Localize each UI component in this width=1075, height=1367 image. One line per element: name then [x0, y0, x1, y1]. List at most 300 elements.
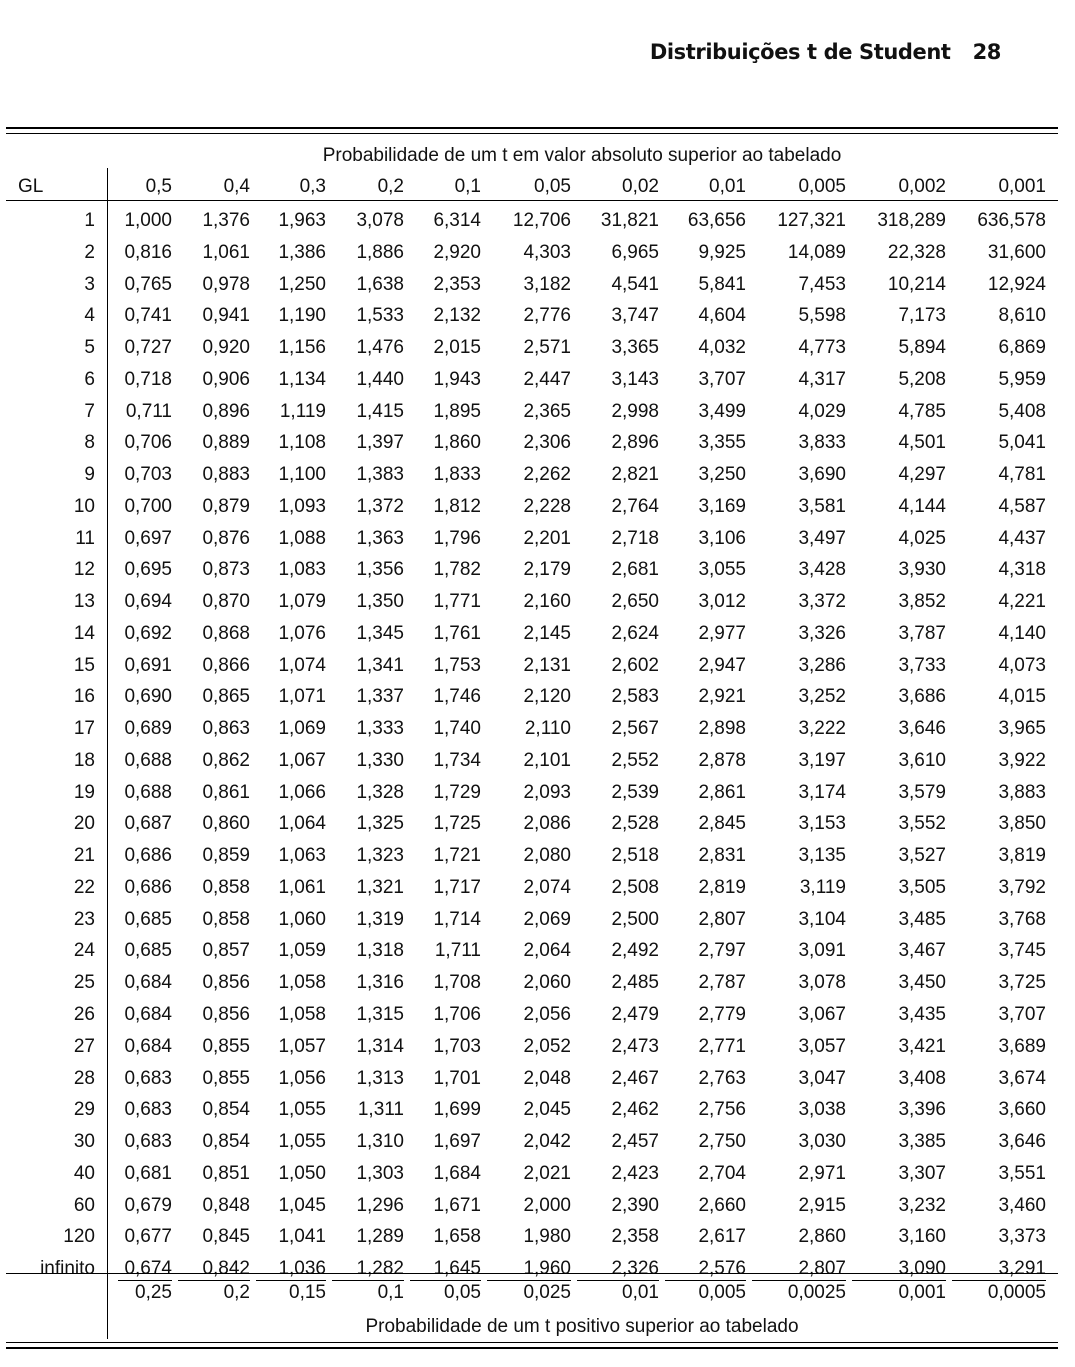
table-cell: 3,078	[356, 210, 404, 231]
table-cell: 2,326	[611, 1258, 659, 1279]
table-cell: 0,861	[202, 782, 250, 803]
table-cell: 2,821	[611, 464, 659, 485]
table-cell: 2,086	[523, 813, 571, 834]
body-bottom-rule	[6, 1273, 1058, 1274]
table-cell: 5,841	[698, 274, 746, 295]
table-cell: 3,579	[898, 782, 946, 803]
table-cell: 1,066	[278, 782, 326, 803]
table-cell: 1,372	[356, 496, 404, 517]
footer-one-tailed-prob: 0,2	[223, 1282, 250, 1303]
table-cell: 3,143	[611, 369, 659, 390]
table-cell: 1,350	[356, 591, 404, 612]
table-cell: 1,311	[357, 1099, 404, 1120]
table-cell: 1,363	[356, 528, 404, 549]
table-cell: 3,326	[798, 623, 846, 644]
cell-underline	[952, 1280, 1046, 1281]
table-bottom-rule-inner	[6, 1342, 1058, 1343]
table-cell: 2,132	[433, 305, 481, 326]
cell-underline	[487, 1280, 571, 1281]
table-cell: 3,850	[998, 813, 1046, 834]
cell-underline	[178, 1280, 250, 1281]
table-cell: 1,050	[278, 1163, 326, 1184]
table-cell: 1,963	[278, 210, 326, 231]
gl-cell: 11	[75, 528, 95, 549]
table-cell: 3,385	[898, 1131, 946, 1152]
header-rule	[6, 200, 1058, 201]
footer-one-tailed-prob: 0,0005	[987, 1282, 1046, 1303]
table-cell: 3,552	[898, 813, 946, 834]
table-cell: 3,104	[798, 909, 846, 930]
table-cell: 2,947	[698, 655, 746, 676]
table-cell: 0,941	[202, 305, 250, 326]
table-cell: 2,052	[523, 1036, 571, 1057]
table-cell: 2,660	[698, 1195, 746, 1216]
table-cell: 0,876	[202, 528, 250, 549]
table-cell: 1,771	[433, 591, 481, 612]
gl-cell: 7	[84, 401, 95, 422]
table-cell: 2,365	[523, 401, 571, 422]
table-cell: 0,711	[125, 401, 172, 422]
table-cell: 1,313	[356, 1068, 404, 1089]
footer-one-tailed-prob: 0,025	[523, 1282, 571, 1303]
table-cell: 0,684	[124, 1004, 172, 1025]
gl-cell: 29	[73, 1099, 95, 1120]
table-cell: 1,711	[434, 940, 481, 961]
table-cell: 3,497	[798, 528, 846, 549]
table-cell: 3,047	[798, 1068, 846, 1089]
cell-underline	[410, 1280, 481, 1281]
table-cell: 3,610	[898, 750, 946, 771]
table-cell: 2,819	[698, 877, 746, 898]
table-cell: 2,228	[523, 496, 571, 517]
table-cell: 4,015	[998, 686, 1046, 707]
table-cell: 3,747	[611, 305, 659, 326]
table-cell: 0,703	[124, 464, 172, 485]
table-cell: 2,179	[523, 559, 571, 580]
gl-cell: 17	[73, 718, 95, 739]
table-cell: 2,624	[611, 623, 659, 644]
table-cell: 0,858	[202, 877, 250, 898]
table-cell: 4,029	[798, 401, 846, 422]
gl-cell: 6	[84, 369, 95, 390]
table-cell: 0,687	[124, 813, 172, 834]
table-cell: 0,686	[124, 877, 172, 898]
table-cell: 6,314	[433, 210, 481, 231]
table-cell: 0,873	[202, 559, 250, 580]
table-cell: 3,365	[611, 337, 659, 358]
table-cell: 1,323	[356, 845, 404, 866]
table-cell: 3,055	[698, 559, 746, 580]
table-cell: 3,078	[798, 972, 846, 993]
table-cell: 4,437	[998, 528, 1046, 549]
table-cell: 0,679	[124, 1195, 172, 1216]
page-number: 28	[972, 40, 1001, 64]
table-cell: 0,741	[124, 305, 172, 326]
table-cell: 1,721	[433, 845, 481, 866]
table-cell: 1,083	[278, 559, 326, 580]
table-cell: 2,306	[523, 432, 571, 453]
table-cell: 3,819	[998, 845, 1046, 866]
page-header	[650, 40, 1001, 64]
table-cell: 1,069	[278, 718, 326, 739]
cell-underline	[332, 1280, 404, 1281]
table-cell: 1,706	[433, 1004, 481, 1025]
gl-cell: 40	[73, 1163, 95, 1184]
gl-cell: 10	[73, 496, 95, 517]
table-cell: 22,328	[887, 242, 946, 263]
gl-cell: 120	[63, 1226, 95, 1247]
header-two-tailed-prob: 0,01	[709, 176, 746, 197]
table-cell: 2,915	[798, 1195, 846, 1216]
table-cell: 2,718	[611, 528, 659, 549]
table-cell: 2,060	[523, 972, 571, 993]
header-two-tailed-prob: 0,002	[898, 176, 946, 197]
table-cell: 1,036	[278, 1258, 326, 1279]
gl-cell: 2	[84, 242, 95, 263]
table-cell: 3,646	[898, 718, 946, 739]
table-cell: 2,485	[611, 972, 659, 993]
gl-cell: 19	[73, 782, 95, 803]
table-cell: 2,120	[523, 686, 571, 707]
table-cell: 1,476	[356, 337, 404, 358]
table-cell: 1,156	[278, 337, 326, 358]
table-cell: 0,879	[202, 496, 250, 517]
table-cell: 2,390	[611, 1195, 659, 1216]
table-cell: 2,807	[798, 1258, 846, 1279]
table-cell: 2,021	[523, 1163, 571, 1184]
gl-header: GL	[18, 176, 44, 197]
table-cell: 0,842	[202, 1258, 250, 1279]
table-cell: 2,500	[611, 909, 659, 930]
table-cell: 0,686	[124, 845, 172, 866]
table-cell: 2,776	[523, 305, 571, 326]
cell-underline	[118, 1280, 172, 1281]
table-cell: 0,697	[124, 528, 172, 549]
table-cell: 3,291	[998, 1258, 1046, 1279]
table-cell: 1,943	[433, 369, 481, 390]
table-cell: 10,214	[887, 274, 946, 295]
table-cell: 1,045	[278, 1195, 326, 1216]
table-cell: 0,690	[124, 686, 172, 707]
table-cell: 3,396	[898, 1099, 946, 1120]
bottom-caption: Probabilidade de um t positivo superior ao tabelado	[365, 1316, 799, 1337]
table-cell: 2,845	[698, 813, 746, 834]
table-cell: 0,692	[124, 623, 172, 644]
table-cell: 2,074	[523, 877, 571, 898]
table-cell: 3,160	[898, 1226, 946, 1247]
table-cell: 3,833	[798, 432, 846, 453]
table-cell: 9,925	[698, 242, 746, 263]
header-two-tailed-prob: 0,05	[534, 176, 571, 197]
table-cell: 1,108	[278, 432, 326, 453]
table-cell: 1,440	[356, 369, 404, 390]
table-cell: 0,688	[124, 782, 172, 803]
table-cell: 318,289	[877, 210, 946, 231]
table-cell: 2,552	[611, 750, 659, 771]
table-cell: 1,064	[278, 813, 326, 834]
table-cell: 0,718	[124, 369, 172, 390]
table-cell: 4,781	[998, 464, 1046, 485]
table-cell: 3,091	[798, 940, 846, 961]
table-cell: 1,041	[278, 1226, 326, 1247]
table-cell: 1,000	[124, 210, 172, 231]
table-cell: 1,671	[433, 1195, 481, 1216]
table-cell: 3,965	[998, 718, 1046, 739]
table-cell: 3,373	[998, 1226, 1046, 1247]
table-top-rule-inner	[6, 133, 1058, 134]
cell-underline	[256, 1280, 326, 1281]
table-cell: 1,699	[433, 1099, 481, 1120]
table-cell: 1,729	[433, 782, 481, 803]
table-cell: 2,704	[698, 1163, 746, 1184]
table-cell: 2,160	[523, 591, 571, 612]
table-cell: 2,457	[611, 1131, 659, 1152]
table-cell: 2,750	[698, 1131, 746, 1152]
table-cell: 1,833	[433, 464, 481, 485]
table-cell: 2,763	[698, 1068, 746, 1089]
table-cell: 3,012	[698, 591, 746, 612]
table-cell: 0,684	[124, 972, 172, 993]
table-cell: 1,415	[356, 401, 404, 422]
gl-cell: 21	[73, 845, 95, 866]
table-cell: 14,089	[787, 242, 846, 263]
header-two-tailed-prob: 0,02	[622, 176, 659, 197]
table-cell: 3,307	[898, 1163, 946, 1184]
gl-cell: 8	[84, 432, 95, 453]
table-cell: 2,576	[698, 1258, 746, 1279]
cell-underline	[577, 1280, 659, 1281]
table-cell: 1,310	[356, 1131, 404, 1152]
gl-cell: 3	[84, 274, 95, 295]
table-cell: 2,423	[611, 1163, 659, 1184]
table-cell: 2,602	[611, 655, 659, 676]
table-cell: 1,057	[278, 1036, 326, 1057]
table-cell: 31,821	[600, 210, 659, 231]
table-cell: 2,093	[523, 782, 571, 803]
table-cell: 3,174	[798, 782, 846, 803]
table-cell: 0,860	[202, 813, 250, 834]
table-cell: 1,060	[278, 909, 326, 930]
header-two-tailed-prob: 0,2	[377, 176, 404, 197]
table-cell: 3,768	[998, 909, 1046, 930]
table-cell: 2,807	[698, 909, 746, 930]
table-cell: 1,058	[278, 1004, 326, 1025]
table-cell: 4,297	[898, 464, 946, 485]
gl-cell: 28	[73, 1068, 95, 1089]
footer-one-tailed-prob: 0,05	[444, 1282, 481, 1303]
table-cell: 3,745	[998, 940, 1046, 961]
table-cell: 3,505	[898, 877, 946, 898]
table-cell: 3,460	[998, 1195, 1046, 1216]
table-cell: 4,541	[611, 274, 659, 295]
table-cell: 0,883	[202, 464, 250, 485]
footer-one-tailed-prob: 0,001	[898, 1282, 946, 1303]
table-cell: 2,977	[698, 623, 746, 644]
table-cell: 1,328	[356, 782, 404, 803]
table-cell: 2,921	[698, 686, 746, 707]
gl-cell: 16	[73, 686, 95, 707]
table-cell: 0,727	[124, 337, 172, 358]
table-cell: 3,551	[998, 1163, 1046, 1184]
table-cell: 0,906	[202, 369, 250, 390]
cell-underline	[752, 1280, 846, 1281]
table-cell: 2,080	[523, 845, 571, 866]
table-cell: 1,782	[433, 559, 481, 580]
table-cell: 5,959	[998, 369, 1046, 390]
table-cell: 0,868	[202, 623, 250, 644]
gl-cell: 15	[73, 655, 95, 676]
table-cell: 3,787	[898, 623, 946, 644]
table-cell: 3,135	[798, 845, 846, 866]
table-cell: 0,896	[202, 401, 250, 422]
table-cell: 1,061	[278, 877, 326, 898]
table-cell: 0,870	[202, 591, 250, 612]
table-cell: 2,353	[433, 274, 481, 295]
table-cell: 2,462	[611, 1099, 659, 1120]
table-cell: 3,355	[698, 432, 746, 453]
table-cell: 0,683	[124, 1099, 172, 1120]
table-cell: 3,428	[798, 559, 846, 580]
table-cell: 2,479	[611, 1004, 659, 1025]
table-cell: 2,528	[611, 813, 659, 834]
table-cell: 3,646	[998, 1131, 1046, 1152]
table-cell: 5,408	[998, 401, 1046, 422]
table-cell: 3,883	[998, 782, 1046, 803]
table-cell: 3,689	[998, 1036, 1046, 1057]
table-cell: 0,845	[202, 1226, 250, 1247]
top-caption: Probabilidade de um t em valor absoluto superior ao tabelado	[322, 145, 842, 166]
table-cell: 0,865	[202, 686, 250, 707]
table-cell: 2,262	[523, 464, 571, 485]
table-cell: 2,583	[611, 686, 659, 707]
table-cell: 3,067	[798, 1004, 846, 1025]
table-cell: 0,862	[202, 750, 250, 771]
footer-one-tailed-prob: 0,005	[698, 1282, 746, 1303]
header-two-tailed-prob: 0,4	[223, 176, 250, 197]
table-cell: 1,303	[356, 1163, 404, 1184]
table-cell: 3,527	[898, 845, 946, 866]
table-cell: 0,765	[124, 274, 172, 295]
table-cell: 1,093	[278, 496, 326, 517]
table-cell: 127,321	[777, 210, 846, 231]
table-cell: 1,119	[279, 401, 326, 422]
table-cell: 4,317	[798, 369, 846, 390]
table-cell: 1,697	[433, 1131, 481, 1152]
cell-underline	[665, 1280, 746, 1281]
table-cell: 4,140	[998, 623, 1046, 644]
table-cell: 2,131	[523, 655, 571, 676]
table-cell: 1,296	[356, 1195, 404, 1216]
table-cell: 4,501	[898, 432, 946, 453]
table-cell: 0,854	[202, 1131, 250, 1152]
table-bottom-rule	[6, 1347, 1058, 1349]
table-cell: 1,796	[433, 528, 481, 549]
table-cell: 1,886	[356, 242, 404, 263]
table-cell: 0,677	[124, 1226, 172, 1247]
table-cell: 2,650	[611, 591, 659, 612]
gl-cell: 22	[73, 877, 95, 898]
table-cell: 0,857	[202, 940, 250, 961]
table-cell: 3,485	[898, 909, 946, 930]
table-cell: 1,325	[356, 813, 404, 834]
table-cell: 6,965	[611, 242, 659, 263]
table-cell: 1,701	[433, 1068, 481, 1089]
table-cell: 1,333	[356, 718, 404, 739]
table-cell: 3,922	[998, 750, 1046, 771]
table-cell: 3,119	[799, 877, 846, 898]
table-cell: 4,587	[998, 496, 1046, 517]
table-cell: 1,980	[523, 1226, 571, 1247]
table-cell: 0,920	[202, 337, 250, 358]
table-cell: 2,878	[698, 750, 746, 771]
table-cell: 6,869	[998, 337, 1046, 358]
table-cell: 2,056	[523, 1004, 571, 1025]
table-cell: 4,032	[698, 337, 746, 358]
table-cell: 1,383	[356, 464, 404, 485]
table-cell: 1,055	[278, 1099, 326, 1120]
table-cell: 2,617	[698, 1226, 746, 1247]
table-cell: 636,578	[977, 210, 1046, 231]
table-cell: 1,282	[356, 1258, 404, 1279]
gl-cell: 24	[73, 940, 95, 961]
table-cell: 2,492	[611, 940, 659, 961]
table-cell: 2,069	[523, 909, 571, 930]
table-cell: 3,450	[898, 972, 946, 993]
table-cell: 0,683	[124, 1068, 172, 1089]
table-cell: 2,920	[433, 242, 481, 263]
table-cell: 3,252	[798, 686, 846, 707]
table-cell: 1,533	[356, 305, 404, 326]
table-cell: 3,660	[998, 1099, 1046, 1120]
table-cell: 2,447	[523, 369, 571, 390]
table-cell: 1,315	[356, 1004, 404, 1025]
table-cell: 0,695	[124, 559, 172, 580]
gl-cell: 23	[73, 909, 95, 930]
table-cell: 12,706	[512, 210, 571, 231]
table-cell: 3,852	[898, 591, 946, 612]
table-cell: 5,041	[998, 432, 1046, 453]
table-cell: 1,734	[433, 750, 481, 771]
table-cell: 2,042	[523, 1131, 571, 1152]
table-cell: 0,688	[124, 750, 172, 771]
gl-cell: 1	[84, 210, 95, 231]
table-cell: 1,134	[278, 369, 326, 390]
table-cell: 3,153	[798, 813, 846, 834]
table-cell: 31,600	[987, 242, 1046, 263]
table-cell: 1,079	[278, 591, 326, 612]
table-cell: 2,764	[611, 496, 659, 517]
table-cell: 2,971	[798, 1163, 846, 1184]
gl-cell: 13	[73, 591, 95, 612]
cell-underline	[852, 1280, 946, 1281]
table-cell: 2,101	[523, 750, 571, 771]
table-cell: 0,863	[202, 718, 250, 739]
table-cell: 2,145	[523, 623, 571, 644]
table-cell: 0,691	[124, 655, 172, 676]
table-cell: 2,898	[698, 718, 746, 739]
table-cell: 3,674	[998, 1068, 1046, 1089]
table-cell: 4,604	[698, 305, 746, 326]
table-cell: 1,059	[278, 940, 326, 961]
table-top-rule	[6, 127, 1058, 129]
table-cell: 2,539	[611, 782, 659, 803]
table-cell: 0,855	[202, 1036, 250, 1057]
table-cell: 0,856	[202, 972, 250, 993]
table-cell: 3,707	[998, 1004, 1046, 1025]
table-cell: 0,854	[202, 1099, 250, 1120]
header-two-tailed-prob: 0,001	[998, 176, 1046, 197]
footer-one-tailed-prob: 0,0025	[787, 1282, 846, 1303]
